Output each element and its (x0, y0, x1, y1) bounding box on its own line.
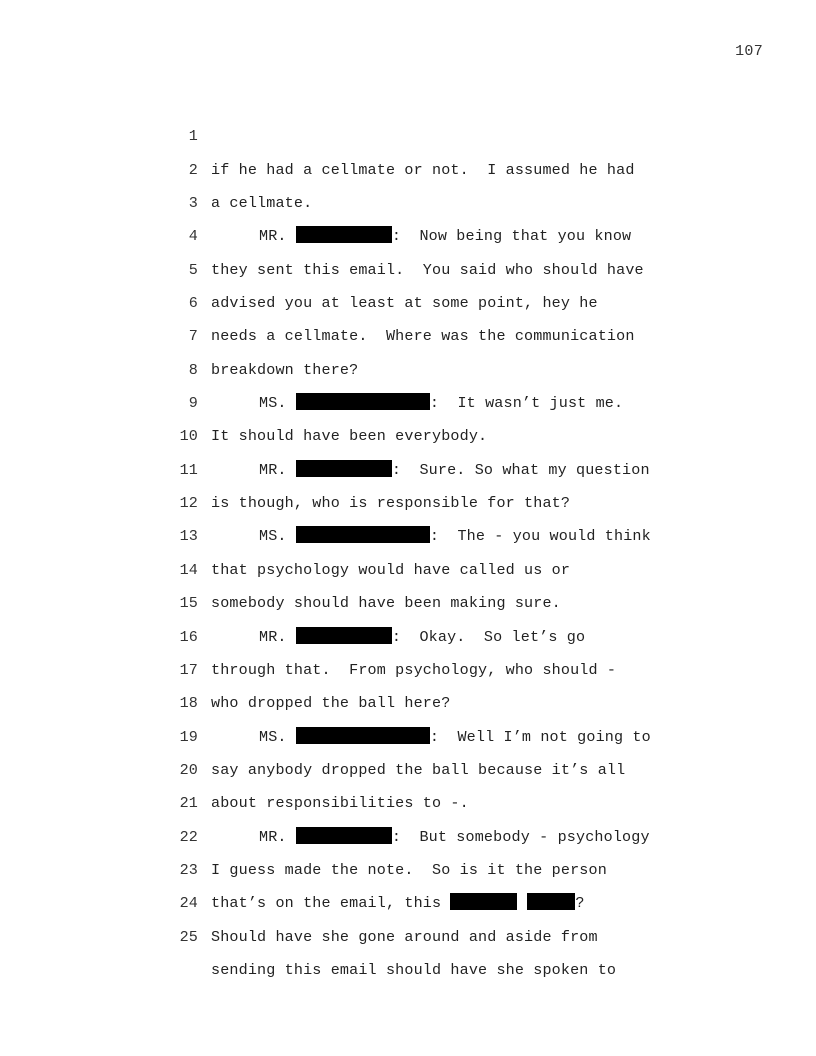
line-number: 23 (179, 860, 198, 879)
speaker-title: MR. (259, 627, 287, 646)
line-text: It should have been everybody. (211, 427, 488, 446)
line-number: 3 (188, 194, 198, 213)
line-number: 1 (188, 127, 198, 146)
line-number: 16 (179, 627, 198, 646)
speaker-title: MS. (259, 727, 287, 746)
line-text: is though, who is responsible for that? (211, 494, 571, 513)
line-number: 6 (188, 294, 198, 313)
line-number: 17 (179, 660, 198, 679)
speaker-title: MR. (259, 227, 287, 246)
line-number: 13 (179, 527, 198, 546)
line-number: 19 (179, 727, 198, 746)
line-text: sending this email should have she spoken to (211, 960, 617, 979)
line-number: 24 (179, 894, 198, 913)
line-text: advised you at least at some point, hey he (211, 294, 598, 313)
line-text: : But somebody - psychology (391, 827, 650, 846)
line-text: through that. From psychology, who should - (211, 660, 617, 679)
line-number: 25 (179, 927, 198, 946)
line-number: 7 (188, 327, 198, 346)
line-text: about responsibilities to -. (211, 794, 469, 813)
speaker-title: MS. (259, 527, 287, 546)
page-number: 107 (735, 43, 763, 60)
line-text: if he had a cellmate or not. I assumed he had (211, 160, 635, 179)
line-number: 5 (188, 260, 198, 279)
line-number: 2 (188, 160, 198, 179)
line-text: I guess made the note. So is it the person (211, 860, 607, 879)
speaker-title: MR. (259, 827, 287, 846)
line-text: that’s on the email, this (211, 894, 451, 913)
line-number: 18 (179, 694, 198, 713)
line-text: : It wasn’t just me. (429, 394, 624, 413)
transcript-body (0, 87, 816, 979)
line-text: : Sure. So what my question (391, 460, 650, 479)
line-number: 15 (179, 594, 198, 613)
line-text: breakdown there? (211, 360, 359, 379)
line-number: 10 (179, 427, 198, 446)
line-text: : The - you would think (429, 527, 651, 546)
line-text: Should have she gone around and aside from (211, 927, 598, 946)
speaker-title: MR. (259, 460, 287, 479)
line-text: say anybody dropped the ball because it’s all (211, 760, 626, 779)
line-text: : Okay. So let’s go (391, 627, 586, 646)
line-text: : Well I’m not going to (429, 727, 651, 746)
transcript-line (0, 87, 816, 179)
line-tail: ? (575, 894, 585, 913)
line-text: : Now being that you know (391, 227, 632, 246)
line-text: who dropped the ball here? (211, 694, 451, 713)
line-text: that psychology would have called us or (211, 560, 571, 579)
line-text: a cellmate. (211, 194, 313, 213)
speaker-title: MS. (259, 394, 287, 413)
line-number: 12 (179, 494, 198, 513)
line-number: 22 (179, 827, 198, 846)
line-number: 21 (179, 794, 198, 813)
line-number: 9 (188, 394, 198, 413)
line-number: 20 (179, 760, 198, 779)
line-number: 4 (188, 227, 198, 246)
line-text: needs a cellmate. Where was the communication (211, 327, 635, 346)
line-text: they sent this email. You said who should have (211, 260, 644, 279)
line-number: 11 (179, 460, 198, 479)
line-number: 14 (179, 560, 198, 579)
line-number: 8 (188, 360, 198, 379)
line-text: somebody should have been making sure. (211, 594, 561, 613)
